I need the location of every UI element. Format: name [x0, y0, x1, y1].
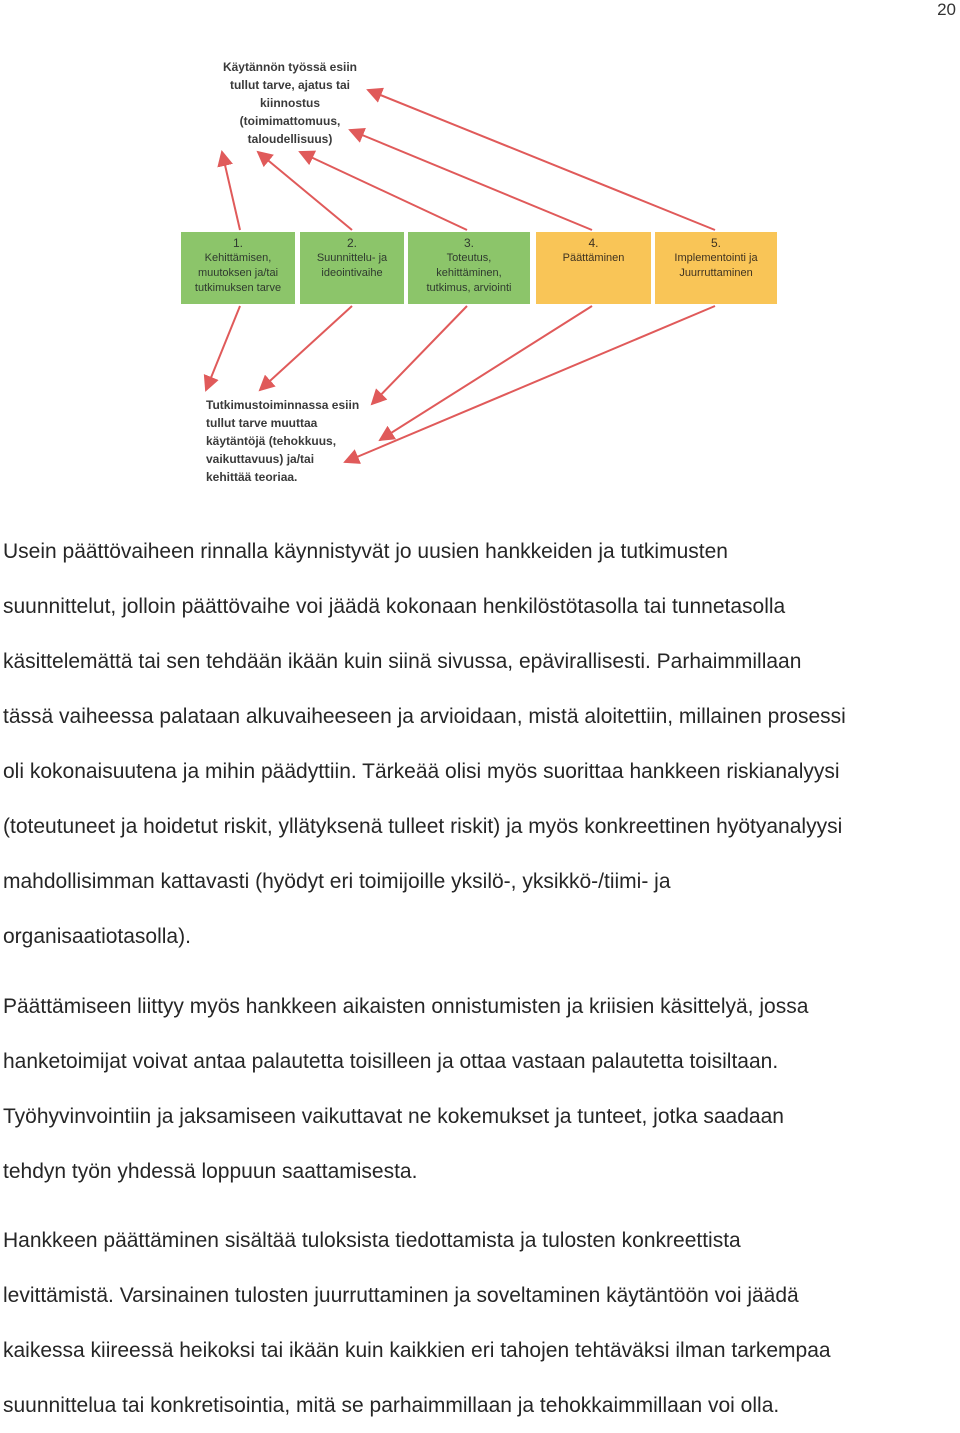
arrow-top-2 [258, 152, 352, 230]
text-line: oli kokonaisuutena ja mihin päädyttiin. Tärkeää olisi myös suorittaa hankkeen riskianalyysi [3, 760, 840, 783]
bottom-note-line: käytäntöjä (tehokkuus, [206, 434, 337, 448]
text-line: mahdollisimman kattavasti (hyödyt eri toimijoille yksilö-, yksikkö-/tiimi- ja [3, 870, 671, 893]
top-note-line: Käytännön työssä esiin [222, 60, 358, 74]
arrow-top-3 [300, 152, 467, 230]
phase-label: muutoksen ja/tai [197, 267, 279, 279]
bottom-note-line: Tutkimustoiminnassa esiin [206, 398, 360, 412]
phase-1-box [181, 232, 295, 304]
phase-label: tutkimuksen tarve [194, 282, 282, 294]
text-line: suunnittelut, jolloin päättövaihe voi jäädä kokonaan henkilöstötasolla tai tunnetasolla [3, 595, 786, 618]
top-note-line: taloudellisuus) [247, 132, 333, 146]
bottom-note-line: kehittää teoriaa. [206, 470, 298, 484]
arrow-top-1 [222, 152, 240, 230]
phase-number: 2. [346, 236, 357, 250]
text-line: kaikessa kiireessä heikoksi tai ikään kuin kaikkien eri tahojen tehtäväksi ilman tarkempaa [3, 1339, 831, 1362]
process-diagram [0, 0, 960, 500]
phase-label: tutkimus, arviointi [426, 282, 512, 294]
arrow-bottom-5 [345, 306, 715, 462]
arrow-top-4 [350, 130, 592, 230]
phase-5-box [655, 232, 777, 304]
phase-label: Toteutus, [446, 252, 492, 264]
paragraph-3 [3, 1213, 958, 1433]
text-line: hanketoimijat voivat antaa palautetta toisilleen ja ottaa vastaan palautetta toisiltaan. [3, 1050, 779, 1073]
phase-label: Päättäminen [562, 252, 625, 264]
top-note-line: kiinnostus [259, 96, 320, 110]
phase-3-box [408, 232, 530, 304]
text-line: Työhyvinvointiin ja jaksamiseen vaikuttavat ne kokemukset ja tunteet, jotka saadaan [3, 1105, 784, 1128]
top-note-line: tullut tarve, ajatus tai [229, 78, 351, 92]
bottom-note-line: vaikuttavuus) ja/tai [206, 452, 315, 466]
arrow-bottom-1 [206, 306, 240, 390]
text-line: Usein päättövaiheen rinnalla käynnistyvät jo uusien hankkeiden ja tutkimusten [3, 540, 728, 563]
bottom-note-line: tullut tarve muuttaa [206, 416, 318, 430]
page-number: 20 [937, 0, 956, 19]
text-line: organisaatiotasolla). [3, 925, 191, 948]
phase-2-box [300, 232, 404, 304]
arrow-bottom-2 [260, 306, 352, 390]
phase-4-box [536, 232, 651, 304]
text-line: tehdyn työn yhdessä loppuun saattamisesta. [3, 1160, 418, 1183]
top-note-line: (toimimattomuus, [239, 114, 341, 128]
phase-number: 4. [588, 236, 599, 250]
paragraph-2 [3, 979, 958, 1199]
text-line: tässä vaiheessa palataan alkuvaiheeseen ja arvioidaan, mistä aloitettiin, millainen prosessi [3, 705, 846, 728]
phase-label: Suunnittelu- ja [316, 252, 388, 264]
phase-label: Juurruttaminen [679, 267, 753, 279]
phase-label: Kehittämisen, [204, 252, 272, 264]
phase-label: ideointivaihe [321, 267, 383, 279]
text-line: suunnittelua tai konkretisointia, mitä se parhaimmillaan ja tehokkaimmillaan voi olla. [3, 1394, 780, 1417]
phase-number: 3. [463, 236, 474, 250]
bottom-note [206, 396, 376, 486]
text-line: levittämistä. Varsinainen tulosten juurruttaminen ja soveltaminen käytäntöön voi jäädä [3, 1284, 799, 1307]
text-line: Hankkeen päättäminen sisältää tuloksista tiedottamista ja tulosten konkreettista [3, 1229, 741, 1252]
paragraph-1 [3, 524, 958, 964]
top-note [212, 58, 368, 148]
arrow-bottom-3 [372, 306, 467, 404]
text-line: Päättämiseen liittyy myös hankkeen aikaisten onnistumisten ja kriisien käsittelyä, jossa [3, 995, 809, 1018]
arrow-bottom-4 [380, 306, 592, 440]
phase-label: kehittäminen, [436, 267, 502, 279]
phase-number: 1. [232, 236, 243, 250]
phase-label: Implementointi ja [674, 252, 758, 264]
text-line: käsittelemättä tai sen tehdään ikään kuin siinä sivussa, epävirallisesti. Parhaimmillaan [3, 650, 802, 673]
text-line: (toteutuneet ja hoidetut riskit, yllätyksenä tulleet riskit) ja myös konkreettinen hyötyanalyysi [3, 815, 843, 838]
phase-number: 5. [710, 236, 721, 250]
